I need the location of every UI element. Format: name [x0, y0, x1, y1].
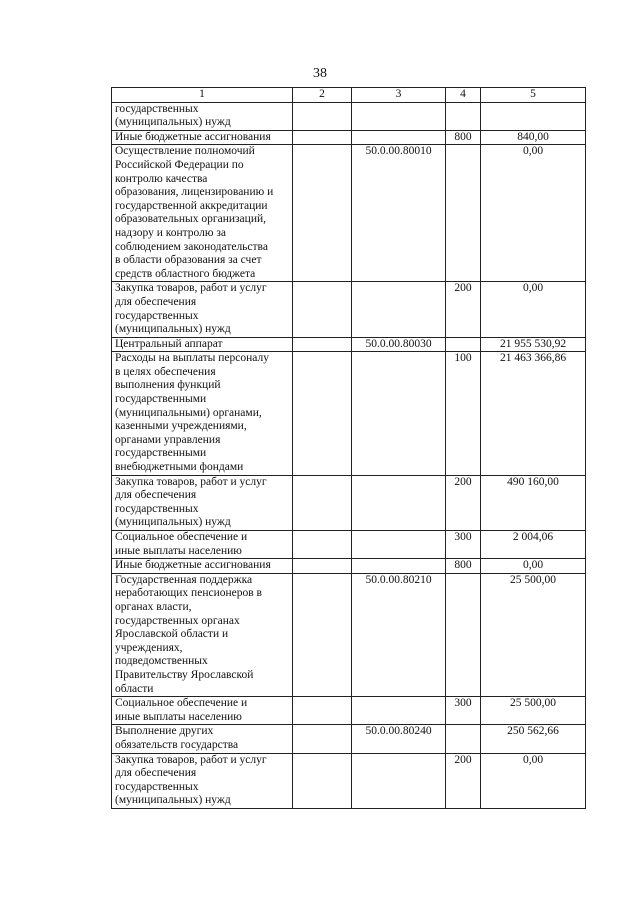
cell-target-article	[352, 753, 446, 808]
table-row	[112, 145, 586, 282]
cell-description: Иные бюджетные ассигнования	[112, 559, 293, 574]
cell-description: Закупка товаров, работ и услуг для обеспечения государственных (муниципальных) нужд	[112, 753, 293, 808]
cell-description: Иные бюджетные ассигнования	[112, 130, 293, 145]
cell-description: Закупка товаров, работ и услуг для обеспечения государственных (муниципальных) нужд	[112, 475, 293, 530]
cell-amount: 25 500,00	[481, 697, 586, 725]
cell-target-article	[352, 282, 446, 337]
cell-ministry-code	[293, 130, 352, 145]
column-header: 2	[293, 88, 352, 103]
cell-target-article	[352, 559, 446, 574]
cell-ministry-code	[293, 352, 352, 475]
cell-expense-type	[446, 573, 481, 696]
cell-description: Государственная поддержка неработающих пенсионеров в органах власти, государственных органах Ярославской области и учреждениях, подведомственных Правительству Ярославской области	[112, 573, 293, 696]
cell-ministry-code	[293, 573, 352, 696]
cell-amount: 0,00	[481, 753, 586, 808]
table-row	[112, 531, 586, 559]
cell-amount: 250 562,66	[481, 725, 586, 753]
cell-expense-type	[446, 145, 481, 282]
cell-expense-type	[446, 337, 481, 352]
cell-target-article: 50.0.00.80010	[352, 145, 446, 282]
cell-expense-type: 100	[446, 352, 481, 475]
cell-amount: 0,00	[481, 282, 586, 337]
cell-amount: 0,00	[481, 145, 586, 282]
cell-target-article: 50.0.00.80240	[352, 725, 446, 753]
cell-expense-type: 200	[446, 753, 481, 808]
cell-target-article	[352, 697, 446, 725]
table-row	[112, 475, 586, 530]
cell-expense-type	[446, 102, 481, 130]
cell-amount: 490 160,00	[481, 475, 586, 530]
cell-description: Закупка товаров, работ и услуг для обеспечения государственных (муниципальных) нужд	[112, 282, 293, 337]
cell-ministry-code	[293, 697, 352, 725]
cell-ministry-code	[293, 102, 352, 130]
table-row	[112, 697, 586, 725]
table-row	[112, 282, 586, 337]
table-body	[112, 102, 586, 808]
cell-ministry-code	[293, 725, 352, 753]
cell-ministry-code	[293, 753, 352, 808]
cell-target-article	[352, 130, 446, 145]
cell-expense-type: 800	[446, 130, 481, 145]
cell-description: Выполнение других обязательств государства	[112, 725, 293, 753]
table-row	[112, 352, 586, 475]
table-row	[112, 559, 586, 574]
cell-amount: 25 500,00	[481, 573, 586, 696]
cell-target-article	[352, 475, 446, 530]
cell-description: Центральный аппарат	[112, 337, 293, 352]
cell-target-article	[352, 531, 446, 559]
cell-ministry-code	[293, 531, 352, 559]
cell-amount: 21 955 530,92	[481, 337, 586, 352]
column-header: 4	[446, 88, 481, 103]
table-row	[112, 130, 586, 145]
cell-target-article	[352, 102, 446, 130]
cell-target-article: 50.0.00.80030	[352, 337, 446, 352]
cell-description: государственных (муниципальных) нужд	[112, 102, 293, 130]
table-row	[112, 102, 586, 130]
cell-expense-type: 200	[446, 475, 481, 530]
table-row	[112, 337, 586, 352]
table-row	[112, 573, 586, 696]
column-header: 1	[112, 88, 293, 103]
cell-ministry-code	[293, 337, 352, 352]
cell-ministry-code	[293, 282, 352, 337]
cell-description: Расходы на выплаты персоналу в целях обеспечения выполнения функций государственными (муниципальными) органами, казенными учреждениями, органами управления государственными внебюджетными фондами	[112, 352, 293, 475]
table-row	[112, 725, 586, 753]
table-row	[112, 753, 586, 808]
cell-amount: 840,00	[481, 130, 586, 145]
cell-expense-type	[446, 725, 481, 753]
cell-target-article	[352, 352, 446, 475]
cell-description: Социальное обеспечение и иные выплаты населению	[112, 697, 293, 725]
page-number: 38	[313, 66, 327, 81]
budget-table	[111, 87, 586, 809]
cell-ministry-code	[293, 559, 352, 574]
cell-expense-type: 300	[446, 697, 481, 725]
cell-description: Осуществление полномочий Российской Федерации по контролю качества образования, лицензированию и государственной аккредитации образовательных организаций, надзору и контролю за соблюдением законодательства в области образования за счет средств областного бюджета	[112, 145, 293, 282]
cell-target-article: 50.0.00.80210	[352, 573, 446, 696]
cell-expense-type: 800	[446, 559, 481, 574]
cell-amount: 21 463 366,86	[481, 352, 586, 475]
cell-ministry-code	[293, 145, 352, 282]
cell-amount	[481, 102, 586, 130]
column-header: 3	[352, 88, 446, 103]
table-header-row	[112, 88, 586, 103]
cell-ministry-code	[293, 475, 352, 530]
cell-amount: 0,00	[481, 559, 586, 574]
cell-description: Социальное обеспечение и иные выплаты населению	[112, 531, 293, 559]
column-header: 5	[481, 88, 586, 103]
cell-amount: 2 004,06	[481, 531, 586, 559]
cell-expense-type: 300	[446, 531, 481, 559]
cell-expense-type: 200	[446, 282, 481, 337]
